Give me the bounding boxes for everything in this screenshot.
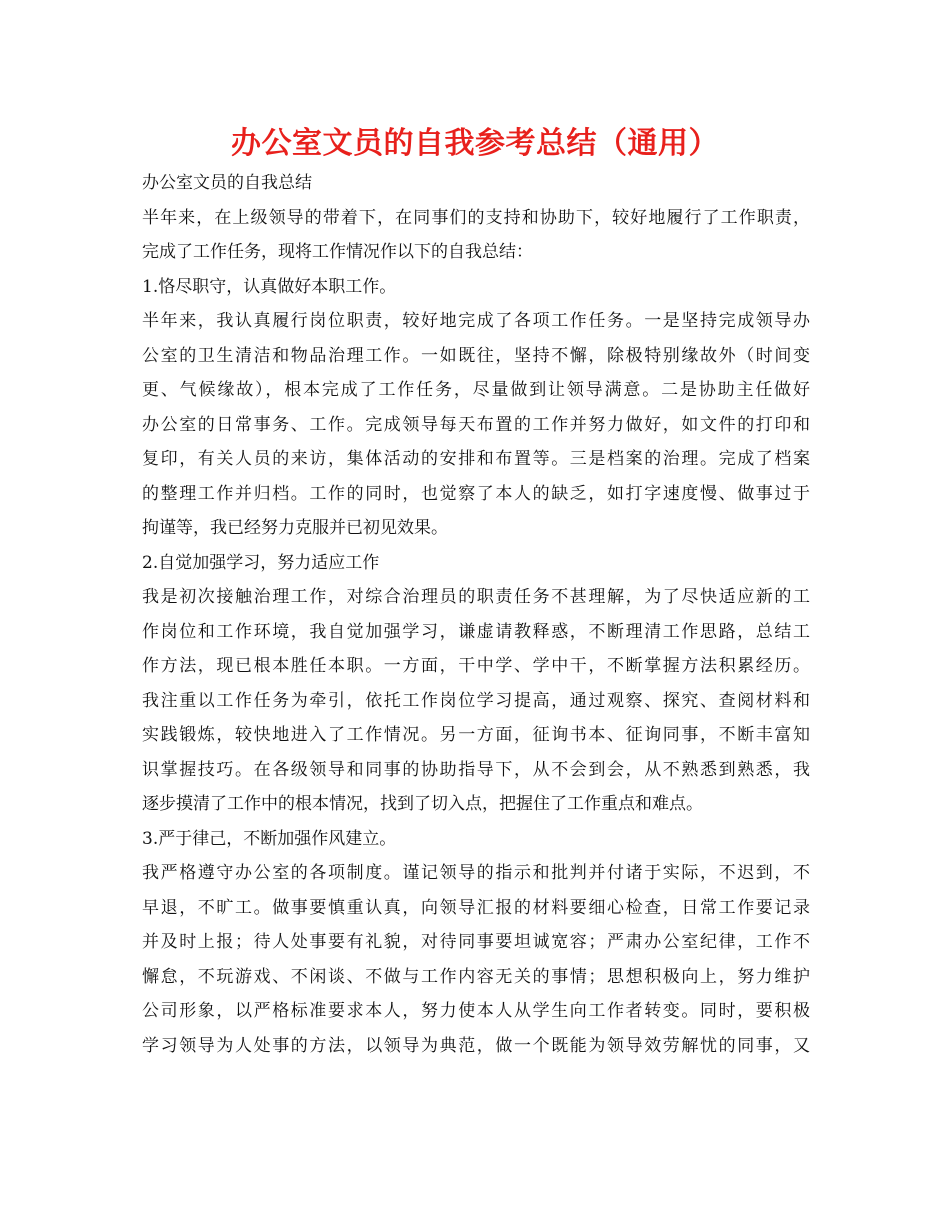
section-heading: 3.严于律己，不断加强作风建立。: [142, 828, 397, 849]
section-heading: 1.恪尽职守，认真做好本职工作。: [142, 276, 397, 297]
paragraph-line: 完成了工作任务，现将工作情况作以下的自我总结：: [142, 242, 533, 262]
paragraph-line: 并及时上报；待人处事要有礼貌，对待同事要坦诚宽容；严肃办公室纪律，工作不: [142, 932, 810, 952]
section-heading: 2.自觉加强学习，努力适应工作: [142, 552, 380, 573]
paragraph-line: 实践锻炼，较快地进入了工作情况。另一方面，征询书本、征询同事，不断丰富知: [142, 725, 810, 745]
paragraph-line: 拘谨等，我已经努力克服并已初见效果。: [142, 518, 448, 538]
paragraph-line: 更、气候缘故），根本完成了工作任务，尽量做到让领导满意。二是协助主任做好: [142, 380, 810, 400]
paragraph-line: 逐步摸清了工作中的根本情况，找到了切入点，把握住了工作重点和难点。: [142, 794, 703, 814]
paragraph-line: 我注重以工作任务为牵引，依托工作岗位学习提高，通过观察、探究、查阅材料和: [142, 690, 810, 711]
paragraph-line: 公室的卫生清洁和物品治理工作。一如既往，坚持不懈，除极特别缘故外（时间变: [142, 345, 810, 366]
paragraph-line: 的整理工作并归档。工作的同时，也觉察了本人的缺乏，如打字速度慢、做事过于: [142, 483, 810, 504]
paragraph-line: 作方法，现已根本胜任本职。一方面，干中学、学中干，不断掌握方法积累经历。: [142, 656, 810, 676]
paragraph-line: 办公室的日常事务、工作。完成领导每天布置的工作并努力做好，如文件的打印和: [142, 414, 810, 435]
paragraph-line: 懈怠，不玩游戏、不闲谈、不做与工作内容无关的事情；思想积极向上，努力维护: [142, 966, 810, 987]
paragraph-line: 半年来，我认真履行岗位职责，较好地完成了各项工作任务。一是坚持完成领导办: [142, 311, 810, 331]
paragraph-line: 我严格遵守办公室的各项制度。谨记领导的指示和批判并付诸于实际，不迟到，不: [142, 863, 810, 883]
paragraph-line: 公司形象，以严格标准要求本人，努力使本人从学生向工作者转变。同时，要积极: [142, 1001, 810, 1021]
paragraph-line: 作岗位和工作环境，我自觉加强学习，谦虚请教释惑，不断理清工作思路，总结工: [142, 621, 810, 642]
subtitle-line: 办公室文员的自我总结: [142, 173, 312, 193]
paragraph-line: 学习领导为人处事的方法，以领导为典范，做一个既能为领导效劳解忧的同事，又: [142, 1035, 810, 1056]
document-body: [142, 166, 810, 1063]
document-title: 办公室文员的自我参考总结（通用）: [231, 126, 719, 161]
paragraph-line: 早退，不旷工。做事要慎重认真，向领导汇报的材料要细心检查，日常工作要记录: [142, 897, 810, 918]
paragraph-line: 复印，有关人员的来访，集体活动的安排和布置等。三是档案的治理。完成了档案: [142, 449, 810, 469]
paragraph-line: 识掌握技巧。在各级领导和同事的协助指导下，从不会到会，从不熟悉到熟悉，我: [142, 759, 810, 780]
paragraph-line: 半年来，在上级领导的带着下，在同事们的支持和协助下，较好地履行了工作职责，: [142, 207, 810, 228]
paragraph-line: 我是初次接触治理工作，对综合治理员的职责任务不甚理解，为了尽快适应新的工: [142, 587, 810, 607]
